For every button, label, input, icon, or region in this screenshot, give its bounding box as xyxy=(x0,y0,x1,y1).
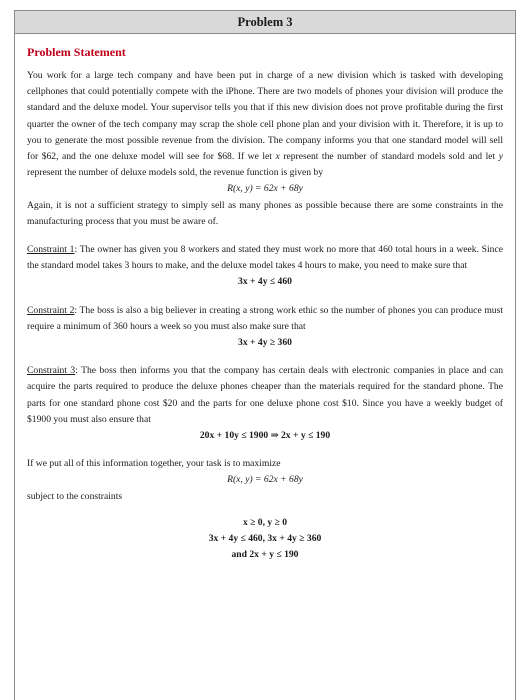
revenue-equation: R(x, y) = 62x + 68y xyxy=(227,183,303,195)
problem-panel xyxy=(14,10,516,700)
constraint-3-text: : The boss then informs you that the company has certain deals with electronic companies in place and can acquire the parts required to produce the deluxe phones cheaper than the materials required for the standard phone. The parts for one standard phone cost $20 and the parts for one deluxe phone cost $10. Since you have a weekly budget of $1900 you must also ensure that xyxy=(27,365,504,425)
constraint-summary-line-2: 3x + 4y ≤ 460, 3x + 4y ≥ 360 xyxy=(208,533,322,545)
var-x: x xyxy=(275,151,280,163)
intro-text-3: represent the number of deluxe models sold, the revenue function is given by xyxy=(27,167,323,179)
statement-heading: Problem Statement xyxy=(27,45,126,59)
intro-text-1: You work for a large tech company and have been put in charge of a new division which is tasked with developing cellphones that could potentially compete with the iPhone. There are two models of phones your division will produce the standard and the deluxe model. Your supervisor tells you that if this new division does not prove profitable during the first quarter the owner of the tech company may scrap the shole cell phone plan and your division with it. Therefore, it is up to you to generate the most possible revenue from the division. The company informs you that one standard model will sell for $62, and the one deluxe model will see for $68. If we let xyxy=(27,70,503,163)
panel-title: Problem 3 xyxy=(237,15,293,29)
constraint-summary-line-1: x ≥ 0, y ≥ 0 xyxy=(242,516,288,528)
constraint-summary-line-3: and 2x + y ≤ 190 xyxy=(231,549,299,561)
intro-paragraph xyxy=(27,68,503,181)
constraint-1-paragraph xyxy=(27,242,503,274)
constraint-2-equation: 3x + 4y ≥ 360 xyxy=(238,337,292,349)
constraint-3-label: Constraint 3 xyxy=(27,365,76,377)
intro-text-2: represent the number of standard models sold and let xyxy=(279,151,499,163)
objective-equation: R(x, y) = 62x + 68y xyxy=(227,474,303,486)
constraint-3-equation: 20x + 10y ≤ 1900 ⇒ 2x + y ≤ 190 xyxy=(199,430,331,442)
constraint-1-text: : The owner has given you 8 workers and stated they must work no more that 460 total hours in a week. Since the standard model takes 3 hours to make, and the deluxe model takes 4 hours to make, you need to make sure that xyxy=(27,244,503,272)
constraint-1-label: Constraint 1 xyxy=(27,244,75,256)
constraint-1-equation: 3x + 4y ≤ 460 xyxy=(238,276,292,288)
panel-content xyxy=(15,44,515,563)
constraint-3-paragraph xyxy=(27,363,503,428)
constraint-2-label: Constraint 2 xyxy=(27,304,75,316)
constraint-2-text: : The boss is also a big believer in creating a strong work ethic so the number of phones you can produce must require a minimum of 360 hours a week so you must also make sure that xyxy=(27,304,503,332)
panel-header xyxy=(15,11,515,34)
var-y: y xyxy=(498,151,503,163)
constraint-2-paragraph xyxy=(27,303,503,335)
again-paragraph: Again, it is not a sufficient strategy to simply sell as many phones as possible because there are some constraints in the manufacturing process that you must be aware of. xyxy=(27,199,503,227)
subject-to-text: subject to the constraints xyxy=(27,490,123,502)
summary-lead: If we put all of this information together, your task is to maximize xyxy=(27,458,281,470)
